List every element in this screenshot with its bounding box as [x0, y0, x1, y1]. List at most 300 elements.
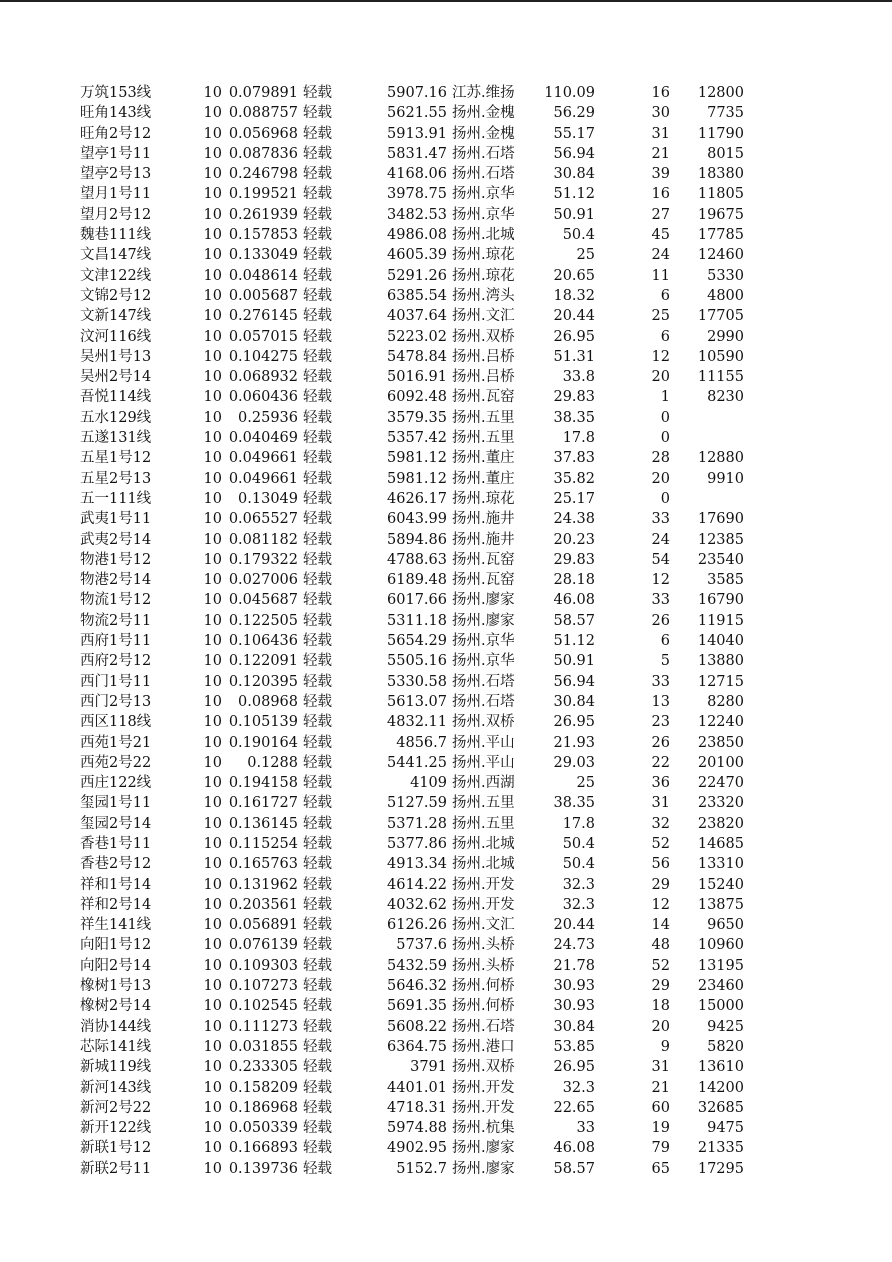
voltage-cell: 10	[203, 267, 222, 284]
total-capacity-cell: 18380	[697, 166, 744, 183]
capacity-margin-cell: 5691.35	[387, 998, 447, 1015]
capacity-margin-cell: 5432.59	[387, 957, 447, 974]
load-rate-cell: 0.165763	[228, 856, 298, 873]
load-rate-cell: 0.122091	[228, 653, 298, 670]
capacity-margin-cell: 5737.6	[396, 937, 447, 954]
line-length-cell: 18.32	[553, 287, 595, 304]
substation-cell: 扬州.五里	[452, 430, 515, 447]
total-capacity-cell: 11915	[697, 612, 744, 629]
line-length-cell: 20.23	[553, 531, 595, 548]
substation-cell: 扬州.双桥	[452, 714, 515, 731]
substation-cell: 扬州.开发	[452, 1079, 515, 1096]
line-name-cell: 望亭1号11	[80, 145, 152, 162]
line-name-cell: 吾悦114线	[80, 389, 152, 406]
load-status-cell: 轻载	[303, 511, 332, 528]
voltage-cell: 10	[203, 876, 222, 893]
table-row	[0, 347, 892, 367]
line-length-cell: 58.57	[553, 612, 595, 629]
line-length-cell: 32.3	[562, 876, 595, 893]
capacity-margin-cell: 6017.66	[387, 592, 447, 609]
table-row	[0, 1138, 892, 1158]
substation-cell: 扬州.五里	[452, 815, 515, 832]
capacity-margin-cell: 5894.86	[387, 531, 447, 548]
total-capacity-cell: 10960	[697, 937, 744, 954]
table-row	[0, 611, 892, 631]
table-row	[0, 469, 892, 489]
voltage-cell: 10	[203, 714, 222, 731]
line-length-cell: 30.84	[553, 693, 595, 710]
data-table	[0, 83, 892, 1179]
capacity-margin-cell: 5223.02	[387, 328, 447, 345]
table-row	[0, 1017, 892, 1037]
load-status-cell: 轻载	[303, 490, 332, 507]
voltage-cell: 10	[203, 1099, 222, 1116]
load-rate-cell: 0.081182	[228, 531, 298, 548]
line-length-cell: 20.65	[553, 267, 595, 284]
transformer-count-cell: 26	[651, 612, 670, 629]
line-length-cell: 51.31	[553, 348, 595, 365]
line-name-cell: 祥和2号14	[80, 896, 152, 913]
table-row	[0, 956, 892, 976]
transformer-count-cell: 36	[651, 775, 670, 792]
load-status-cell: 轻载	[303, 1140, 332, 1157]
line-name-cell: 西门2号13	[80, 693, 152, 710]
transformer-count-cell: 20	[651, 369, 670, 386]
substation-cell: 扬州.开发	[452, 896, 515, 913]
table-row	[0, 976, 892, 996]
capacity-margin-cell: 5621.55	[387, 105, 447, 122]
line-name-cell: 五遂131线	[80, 430, 152, 447]
line-name-cell: 文津122线	[80, 267, 152, 284]
line-name-cell: 文新147线	[80, 308, 152, 325]
load-status-cell: 轻载	[303, 835, 332, 852]
load-rate-cell: 0.122505	[228, 612, 298, 629]
capacity-margin-cell: 5127.59	[387, 795, 447, 812]
load-status-cell: 轻载	[303, 348, 332, 365]
voltage-cell: 10	[203, 673, 222, 690]
total-capacity-cell: 21335	[697, 1140, 744, 1157]
table-row	[0, 712, 892, 732]
table-row	[0, 692, 892, 712]
substation-cell: 扬州.文汇	[452, 308, 515, 325]
transformer-count-cell: 24	[651, 247, 670, 264]
table-row	[0, 854, 892, 874]
load-rate-cell: 0.246798	[228, 166, 298, 183]
load-status-cell: 轻载	[303, 389, 332, 406]
transformer-count-cell: 12	[651, 896, 670, 913]
capacity-margin-cell: 5913.91	[387, 125, 447, 142]
transformer-count-cell: 45	[651, 227, 670, 244]
load-status-cell: 轻载	[303, 267, 332, 284]
load-rate-cell: 0.1288	[247, 754, 298, 771]
line-length-cell: 17.8	[562, 815, 595, 832]
load-rate-cell: 0.136145	[228, 815, 298, 832]
capacity-margin-cell: 5311.18	[387, 612, 447, 629]
substation-cell: 扬州.廖家	[452, 1140, 515, 1157]
table-row	[0, 266, 892, 286]
line-length-cell: 26.95	[553, 328, 595, 345]
substation-cell: 扬州.开发	[452, 1099, 515, 1116]
table-row	[0, 367, 892, 387]
capacity-margin-cell: 6364.75	[387, 1038, 447, 1055]
table-row	[0, 793, 892, 813]
line-length-cell: 56.29	[553, 105, 595, 122]
load-status-cell: 轻载	[303, 1059, 332, 1076]
table-row	[0, 103, 892, 123]
table-row	[0, 753, 892, 773]
line-length-cell: 30.84	[553, 1018, 595, 1035]
load-status-cell: 轻载	[303, 206, 332, 223]
line-name-cell: 吴州2号14	[80, 369, 152, 386]
line-name-cell: 橡树1号13	[80, 978, 152, 995]
load-status-cell: 轻载	[303, 85, 332, 101]
total-capacity-cell: 17705	[697, 308, 744, 325]
total-capacity-cell: 5820	[707, 1038, 744, 1055]
substation-cell: 扬州.平山	[452, 734, 515, 751]
line-name-cell: 祥生141线	[80, 917, 152, 934]
line-length-cell: 35.82	[553, 470, 595, 487]
transformer-count-cell: 21	[651, 1079, 670, 1096]
load-status-cell: 轻载	[303, 1079, 332, 1096]
voltage-cell: 10	[203, 450, 222, 467]
total-capacity-cell: 13875	[697, 896, 744, 913]
table-row	[0, 875, 892, 895]
total-capacity-cell: 11155	[697, 369, 744, 386]
total-capacity-cell: 23320	[697, 795, 744, 812]
transformer-count-cell: 54	[651, 551, 670, 568]
transformer-count-cell: 0	[660, 430, 670, 447]
transformer-count-cell: 0	[660, 409, 670, 426]
transformer-count-cell: 0	[660, 490, 670, 507]
load-rate-cell: 0.076139	[228, 937, 298, 954]
line-name-cell: 物流1号12	[80, 592, 152, 609]
transformer-count-cell: 52	[651, 835, 670, 852]
line-name-cell: 向阳1号12	[80, 937, 152, 954]
line-length-cell: 29.03	[553, 754, 595, 771]
load-rate-cell: 0.106436	[228, 633, 298, 650]
voltage-cell: 10	[203, 633, 222, 650]
transformer-count-cell: 1	[660, 389, 670, 406]
total-capacity-cell: 17295	[697, 1160, 744, 1177]
load-status-cell: 轻载	[303, 287, 332, 304]
table-row	[0, 164, 892, 184]
transformer-count-cell: 56	[651, 856, 670, 873]
substation-cell: 江苏.维扬	[452, 85, 515, 101]
capacity-margin-cell: 3482.53	[387, 206, 447, 223]
substation-cell: 扬州.吕桥	[452, 348, 515, 365]
capacity-margin-cell: 5654.29	[387, 633, 447, 650]
substation-cell: 扬州.董庄	[452, 450, 515, 467]
substation-cell: 扬州.五里	[452, 409, 515, 426]
total-capacity-cell: 15000	[697, 998, 744, 1015]
voltage-cell: 10	[203, 612, 222, 629]
load-status-cell: 轻载	[303, 1038, 332, 1055]
line-name-cell: 香巷2号12	[80, 856, 152, 873]
substation-cell: 扬州.文汇	[452, 917, 515, 934]
line-length-cell: 50.91	[553, 653, 595, 670]
voltage-cell: 10	[203, 287, 222, 304]
load-status-cell: 轻载	[303, 957, 332, 974]
line-name-cell: 西苑1号21	[80, 734, 152, 751]
line-length-cell: 30.84	[553, 166, 595, 183]
voltage-cell: 10	[203, 1140, 222, 1157]
line-length-cell: 30.93	[553, 978, 595, 995]
total-capacity-cell: 12800	[697, 85, 744, 101]
transformer-count-cell: 12	[651, 348, 670, 365]
transformer-count-cell: 23	[651, 714, 670, 731]
load-rate-cell: 0.139736	[228, 1160, 298, 1177]
load-status-cell: 轻载	[303, 166, 332, 183]
line-name-cell: 汶河116线	[80, 328, 152, 345]
capacity-margin-cell: 4788.63	[387, 551, 447, 568]
total-capacity-cell: 8015	[707, 145, 744, 162]
substation-cell: 扬州.石塔	[452, 693, 515, 710]
substation-cell: 扬州.五里	[452, 795, 515, 812]
capacity-margin-cell: 3579.35	[387, 409, 447, 426]
load-status-cell: 轻载	[303, 551, 332, 568]
substation-cell: 扬州.双桥	[452, 1059, 515, 1076]
total-capacity-cell: 8280	[707, 693, 744, 710]
load-rate-cell: 0.157853	[228, 227, 298, 244]
table-row	[0, 1098, 892, 1118]
transformer-count-cell: 32	[651, 815, 670, 832]
total-capacity-cell: 7735	[707, 105, 744, 122]
substation-cell: 扬州.廖家	[452, 592, 515, 609]
table-row	[0, 184, 892, 204]
line-name-cell: 新开122线	[80, 1120, 152, 1137]
substation-cell: 扬州.双桥	[452, 328, 515, 345]
line-name-cell: 旺角143线	[80, 105, 152, 122]
substation-cell: 扬州.廖家	[452, 612, 515, 629]
transformer-count-cell: 79	[651, 1140, 670, 1157]
load-status-cell: 轻载	[303, 978, 332, 995]
capacity-margin-cell: 5330.58	[387, 673, 447, 690]
table-row	[0, 387, 892, 407]
line-name-cell: 物港1号12	[80, 551, 152, 568]
line-name-cell: 橡树2号14	[80, 998, 152, 1015]
capacity-margin-cell: 5291.26	[387, 267, 447, 284]
total-capacity-cell: 23540	[697, 551, 744, 568]
line-length-cell: 21.93	[553, 734, 595, 751]
voltage-cell: 10	[203, 1079, 222, 1096]
transformer-count-cell: 29	[651, 978, 670, 995]
substation-cell: 扬州.京华	[452, 186, 515, 203]
total-capacity-cell: 13880	[697, 653, 744, 670]
load-rate-cell: 0.107273	[228, 978, 298, 995]
voltage-cell: 10	[203, 186, 222, 203]
load-rate-cell: 0.087836	[228, 145, 298, 162]
table-row	[0, 509, 892, 529]
line-name-cell: 旺角2号12	[80, 125, 152, 142]
line-length-cell: 26.95	[553, 1059, 595, 1076]
voltage-cell: 10	[203, 754, 222, 771]
voltage-cell: 10	[203, 227, 222, 244]
substation-cell: 扬州.开发	[452, 876, 515, 893]
substation-cell: 扬州.琼花	[452, 247, 515, 264]
transformer-count-cell: 13	[651, 693, 670, 710]
line-length-cell: 29.83	[553, 551, 595, 568]
line-name-cell: 五星1号12	[80, 450, 152, 467]
transformer-count-cell: 27	[651, 206, 670, 223]
substation-cell: 扬州.董庄	[452, 470, 515, 487]
total-capacity-cell: 12880	[697, 450, 744, 467]
substation-cell: 扬州.石塔	[452, 1018, 515, 1035]
transformer-count-cell: 65	[651, 1160, 670, 1177]
capacity-margin-cell: 4032.62	[387, 896, 447, 913]
transformer-count-cell: 31	[651, 1059, 670, 1076]
substation-cell: 扬州.平山	[452, 754, 515, 771]
total-capacity-cell: 22470	[697, 775, 744, 792]
load-rate-cell: 0.056891	[228, 917, 298, 934]
total-capacity-cell: 11805	[697, 186, 744, 203]
load-rate-cell: 0.109303	[228, 957, 298, 974]
line-length-cell: 25.17	[553, 490, 595, 507]
line-name-cell: 物港2号14	[80, 572, 152, 589]
capacity-margin-cell: 4856.7	[396, 734, 447, 751]
substation-cell: 扬州.湾头	[452, 287, 515, 304]
line-length-cell: 21.78	[553, 957, 595, 974]
line-name-cell: 新河2号22	[80, 1099, 152, 1116]
voltage-cell: 10	[203, 85, 222, 101]
line-name-cell: 向阳2号14	[80, 957, 152, 974]
load-rate-cell: 0.161727	[228, 795, 298, 812]
table-row	[0, 651, 892, 671]
transformer-count-cell: 39	[651, 166, 670, 183]
table-row	[0, 1078, 892, 1098]
substation-cell: 扬州.北城	[452, 835, 515, 852]
voltage-cell: 10	[203, 308, 222, 325]
capacity-margin-cell: 5974.88	[387, 1120, 447, 1137]
top-border	[0, 0, 892, 2]
voltage-cell: 10	[203, 1059, 222, 1076]
line-length-cell: 37.83	[553, 450, 595, 467]
voltage-cell: 10	[203, 896, 222, 913]
voltage-cell: 10	[203, 795, 222, 812]
capacity-margin-cell: 4902.95	[387, 1140, 447, 1157]
table-row	[0, 1057, 892, 1077]
capacity-margin-cell: 5613.07	[387, 693, 447, 710]
transformer-count-cell: 33	[651, 592, 670, 609]
load-status-cell: 轻载	[303, 369, 332, 386]
substation-cell: 扬州.施井	[452, 511, 515, 528]
load-status-cell: 轻载	[303, 693, 332, 710]
load-rate-cell: 0.131962	[228, 876, 298, 893]
capacity-margin-cell: 5441.25	[387, 754, 447, 771]
substation-cell: 扬州.京华	[452, 653, 515, 670]
capacity-margin-cell: 5478.84	[387, 348, 447, 365]
substation-cell: 扬州.何桥	[452, 978, 515, 995]
table-row	[0, 590, 892, 610]
substation-cell: 扬州.琼花	[452, 267, 515, 284]
voltage-cell: 10	[203, 430, 222, 447]
total-capacity-cell: 13610	[697, 1059, 744, 1076]
voltage-cell: 10	[203, 937, 222, 954]
voltage-cell: 10	[203, 1018, 222, 1035]
substation-cell: 扬州.杭集	[452, 1120, 515, 1137]
line-name-cell: 新联2号11	[80, 1160, 152, 1177]
total-capacity-cell: 17690	[697, 511, 744, 528]
capacity-margin-cell: 6189.48	[387, 572, 447, 589]
load-rate-cell: 0.056968	[228, 125, 298, 142]
load-status-cell: 轻载	[303, 186, 332, 203]
line-length-cell: 25	[576, 775, 595, 792]
transformer-count-cell: 6	[660, 633, 670, 650]
line-name-cell: 香巷1号11	[80, 835, 152, 852]
load-status-cell: 轻载	[303, 531, 332, 548]
capacity-margin-cell: 6385.54	[387, 287, 447, 304]
capacity-margin-cell: 4626.17	[387, 490, 447, 507]
table-row	[0, 327, 892, 347]
substation-cell: 扬州.京华	[452, 206, 515, 223]
voltage-cell: 10	[203, 572, 222, 589]
transformer-count-cell: 9	[660, 1038, 670, 1055]
total-capacity-cell: 9475	[707, 1120, 744, 1137]
line-name-cell: 西府2号12	[80, 653, 152, 670]
line-name-cell: 吴州1号13	[80, 348, 152, 365]
line-name-cell: 西区118线	[80, 714, 152, 731]
line-length-cell: 53.85	[553, 1038, 595, 1055]
line-length-cell: 33	[576, 1120, 595, 1137]
load-rate-cell: 0.031855	[228, 1038, 298, 1055]
table-row	[0, 550, 892, 570]
line-length-cell: 51.12	[553, 186, 595, 203]
load-rate-cell: 0.045687	[228, 592, 298, 609]
line-name-cell: 望亭2号13	[80, 166, 152, 183]
load-status-cell: 轻载	[303, 125, 332, 142]
line-name-cell: 万筑153线	[80, 85, 152, 101]
transformer-count-cell: 25	[651, 308, 670, 325]
load-rate-cell: 0.08968	[238, 693, 298, 710]
table-row	[0, 83, 892, 103]
table-row	[0, 1037, 892, 1057]
load-status-cell: 轻载	[303, 937, 332, 954]
capacity-margin-cell: 5377.86	[387, 835, 447, 852]
load-status-cell: 轻载	[303, 856, 332, 873]
transformer-count-cell: 31	[651, 125, 670, 142]
load-status-cell: 轻载	[303, 1120, 332, 1137]
table-row	[0, 286, 892, 306]
total-capacity-cell: 19675	[697, 206, 744, 223]
transformer-count-cell: 29	[651, 876, 670, 893]
transformer-count-cell: 14	[651, 917, 670, 934]
transformer-count-cell: 48	[651, 937, 670, 954]
load-rate-cell: 0.088757	[228, 105, 298, 122]
transformer-count-cell: 6	[660, 328, 670, 345]
transformer-count-cell: 12	[651, 572, 670, 589]
table-row	[0, 733, 892, 753]
line-length-cell: 29.83	[553, 389, 595, 406]
total-capacity-cell: 15240	[697, 876, 744, 893]
line-name-cell: 五一111线	[80, 490, 152, 507]
line-length-cell: 32.3	[562, 1079, 595, 1096]
load-rate-cell: 0.065527	[228, 511, 298, 528]
line-name-cell: 西门1号11	[80, 673, 152, 690]
substation-cell: 扬州.头桥	[452, 937, 515, 954]
total-capacity-cell: 17785	[697, 227, 744, 244]
line-name-cell: 芯际141线	[80, 1038, 152, 1055]
load-status-cell: 轻载	[303, 714, 332, 731]
capacity-margin-cell: 6043.99	[387, 511, 447, 528]
load-rate-cell: 0.048614	[228, 267, 298, 284]
load-rate-cell: 0.233305	[228, 1059, 298, 1076]
transformer-count-cell: 16	[651, 186, 670, 203]
transformer-count-cell: 33	[651, 511, 670, 528]
capacity-margin-cell: 4832.11	[387, 714, 447, 731]
voltage-cell: 10	[203, 531, 222, 548]
line-name-cell: 玺园1号11	[80, 795, 152, 812]
capacity-margin-cell: 4605.39	[387, 247, 447, 264]
line-length-cell: 50.4	[562, 835, 595, 852]
